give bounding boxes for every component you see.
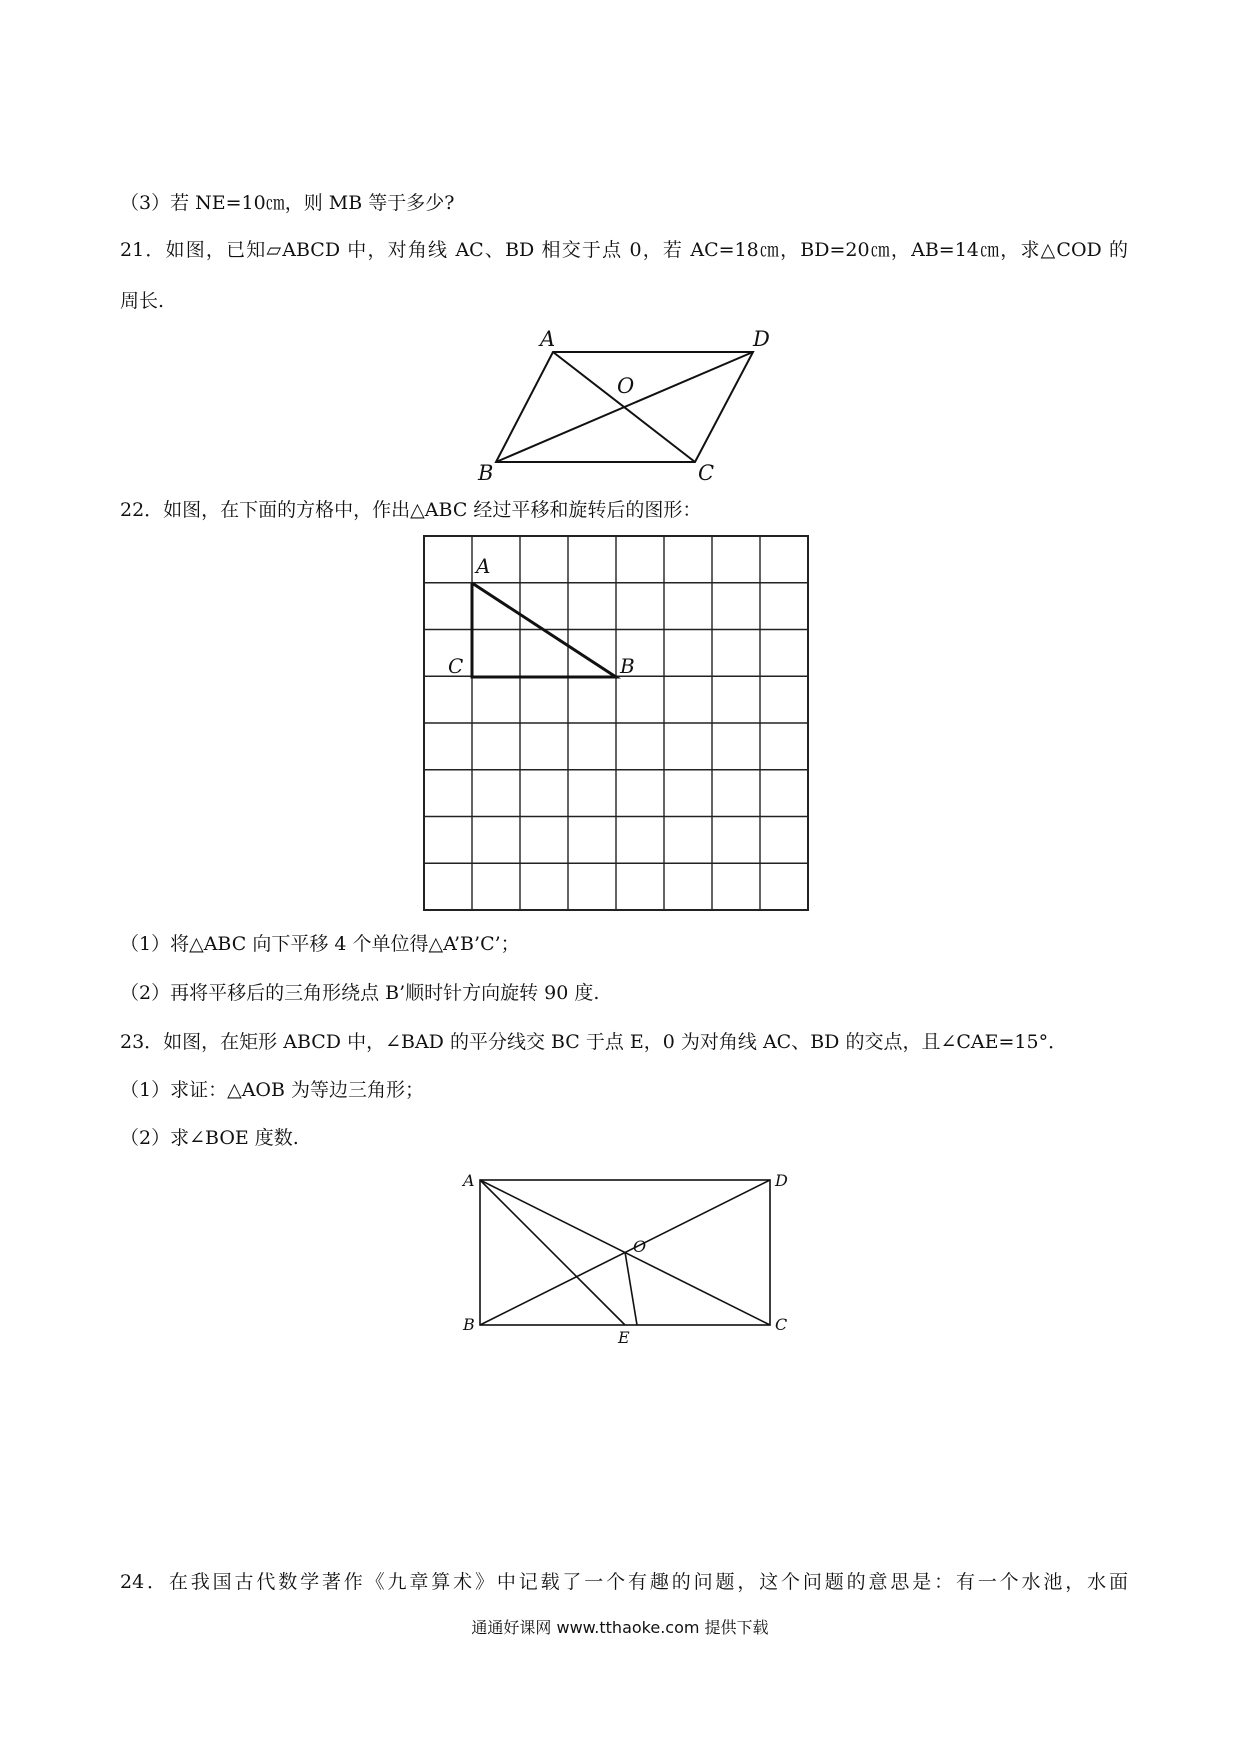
rect-label-a: A bbox=[463, 1171, 475, 1190]
segment-oe bbox=[625, 1252, 637, 1325]
label-o: O bbox=[617, 374, 635, 398]
rect-label-d: D bbox=[775, 1171, 788, 1190]
rect-label-c: C bbox=[775, 1315, 788, 1334]
grid-label-a: A bbox=[476, 554, 491, 578]
q22-text: 22．如图，在下面的方格中，作出△ABC 经过平移和旋转后的图形： bbox=[120, 499, 702, 521]
q20-part3: （3）若 NE=10㎝，则 MB 等于多少? bbox=[120, 192, 455, 214]
q22-part2: （2）再将平移后的三角形绕点 B’顺时针方向旋转 90 度. bbox=[120, 982, 600, 1004]
label-c: C bbox=[698, 461, 715, 485]
parallelogram-figure bbox=[470, 320, 790, 485]
q21-line2: 周长. bbox=[120, 290, 165, 312]
q23-text: 23．如图，在矩形 ABCD 中，∠BAD 的平分线交 BC 于点 E，0 为对角线 AC、BD 的交点，且∠CAE=15°． bbox=[120, 1031, 1068, 1053]
label-b: B bbox=[478, 461, 494, 485]
footer-text: 通通好课网 www.tthaoke.com 提供下载 bbox=[471, 1618, 769, 1637]
grid-label-c: C bbox=[448, 654, 464, 678]
label-d: D bbox=[753, 327, 770, 351]
q23-part1: （1）求证：△AOB 为等边三角形； bbox=[120, 1079, 425, 1101]
grid-figure bbox=[420, 530, 820, 920]
grid-label-b: B bbox=[620, 654, 635, 678]
q24-text: 24．在我国古代数学著作《九章算术》中记载了一个有趣的问题，这个问题的意思是：有一个水池，水面 bbox=[120, 1571, 1128, 1593]
grid-lines bbox=[424, 536, 808, 910]
rect-label-e: E bbox=[618, 1328, 630, 1345]
rect-label-b: B bbox=[463, 1315, 475, 1334]
rectangle-figure bbox=[455, 1170, 795, 1345]
q23-part2: （2）求∠BOE 度数. bbox=[120, 1127, 299, 1149]
rect-label-o: O bbox=[633, 1237, 647, 1256]
q22-part1: （1）将△ABC 向下平移 4 个单位得△A’B’C’； bbox=[120, 933, 520, 955]
q21-line1: 21．如图，已知▱ABCD 中，对角线 AC、BD 相交于点 0，若 AC=18㎝，BD=20㎝，AB=14㎝，求△COD 的 bbox=[120, 239, 1128, 261]
segment-ae bbox=[480, 1180, 625, 1325]
diagonal-bd bbox=[496, 352, 753, 462]
label-a: A bbox=[540, 327, 556, 351]
